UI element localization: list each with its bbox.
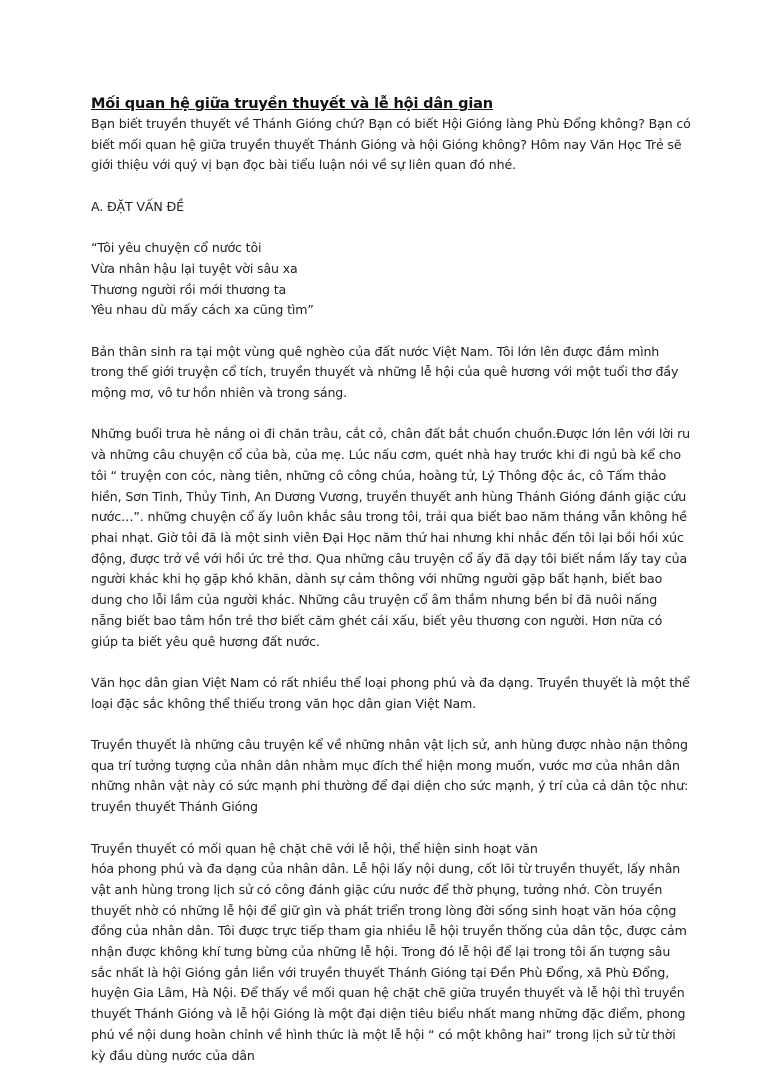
poem-line: Thương người rồi mới thương ta [91, 281, 287, 297]
spacer [91, 176, 691, 197]
spacer [91, 404, 691, 425]
body-paragraph: Bản thân sinh ra tại một vùng quê nghèo của đất nước Việt Nam. Tôi lớn lên được đắm mình trong thế giới truyện cổ tích, truyền thuyết và những lễ hội của quê hương với một tuổi thơ đầy mộng mơ, vô tư hồn nhiên và trong sáng. [91, 343, 679, 401]
spacer [91, 714, 691, 735]
body-paragraph: Văn học dân gian Việt Nam có rất nhiều thể loại phong phú và đa dạng. Truyền thuyết là một thể loại đặc sắc không thể thiếu trong văn học dân gian Việt Nam. [91, 674, 690, 711]
spacer [91, 818, 691, 839]
poem-line: Yêu nhau dù mấy cách xa cũng tìm” [91, 302, 314, 318]
poem-block [91, 238, 691, 321]
body-paragraph: hóa phong phú và đa dạng của nhân dân. Lễ hội lấy nội dung, cốt lõi từ truyền thuyết, lấy nhân vật anh hùng trong lịch sử có công đánh giặc cứu nước để thờ phụng, tưởng nhớ. Còn truyền thuyết nhờ có những lễ hội để giữ gìn và phát triển trong lòng đời sống sinh hoạt văn hóa cộng đồng của nhân dân. Tôi được trực tiếp tham gia nhiều lễ hội truyền thống của dân tộc, được cảm nhận được không khí tưng bừng của những lễ hội. Trong đó lễ hội để lại trong tôi ấn tượng sâu sắc nhất là hội Gióng gắn liền với truyền thuyết Thánh Gióng tại Đền Phù Đổng, xã Phù Đổng, huyện Gia Lâm, Hà Nội. Để thấy về mối quan hệ chặt chẽ giữa truyền thuyết và lễ hội thì truyền thuyết Thánh Gióng và lễ hội Gióng là một đại diện tiêu biểu nhất mang những đặc điểm, phong phú về nội dung hoàn chỉnh về hình thức là một lễ hội “ có một không hai” trong lịch sử từ thời kỳ đầu dùng nước của dân [91, 861, 687, 1063]
spacer [91, 652, 691, 673]
body-paragraph-first-line: Truyền thuyết có mối quan hệ chặt chẽ với lễ hội, thể hiện sinh hoạt văn [91, 840, 538, 856]
body-paragraph: Những buổi trưa hè nắng oi đi chăn trâu, cắt cỏ, chân đất bắt chuồn chuồn.Được lớn lên với lời ru và những câu chuyện cổ của bà, của mẹ. Lúc nấu cơm, quét nhà hay trước khi đi ngủ bà kể cho tôi “ truyện con cóc, nàng tiên, những cô công chúa, hoàng tử, Lý Thông độc ác, cô Tấm thảo hiền, Sơn Tinh, Thủy Tinh, An Dương Vương, truyền thuyết anh hùng Thánh Gióng đánh giặc cứu nước…”. những chuyện cổ ấy luôn khắc sâu trong tôi, trải qua biết bao năm tháng vẫn không hề phai nhạt. Giờ tôi đã là một sinh viên Đại Học năm thứ hai nhưng khi nhắc đến tôi lại bồi hồi xúc động, được trở về với hồi ức trẻ thơ. Qua những câu truyện cổ ấy đã dạy tôi biết nắm lấy tay của người khác khi họ gặp khó khăn, dành sự cảm thông với những người gặp bất hạnh, biết bao dung cho lỗi lầm của người khác. Những câu truyện cổ âm thầm nhưng bền bỉ đã nuôi nấng nẵng biết bao tâm hồn trẻ thơ biết căm ghét cái xấu, biết yêu thương con người. Hơn nữa có giúp ta biết yêu quê hương đất nước. [91, 426, 690, 649]
intro-paragraph: Bạn biết truyền thuyết về Thánh Gióng chứ? Bạn có biết Hội Gióng làng Phù Đổng không? Bạn có biết mối quan hệ giữa truyền thuyết Thánh Gióng và hội Gióng không? Hôm nay Văn Học Trẻ sẽ giới thiệu với quý vị bạn đọc bài tiểu luận nói về sự liên quan đó nhé. [91, 116, 691, 173]
spacer [91, 218, 691, 239]
body-paragraph: Truyền thuyết là những câu truyện kể về những nhân vật lịch sử, anh hùng được nhào nặn thông qua trí tưởng tượng của nhân dân nhằm mục đích thể hiện mong muốn, vước mơ của nhân dân những nhân vật này có sức mạnh phi thường để đại diện cho sức mạnh, ý trí của cả dân tộc như: truyền thuyết Thánh Gióng [91, 737, 689, 815]
document-title: Mối quan hệ giữa truyền thuyết và lễ hội dân gian [91, 96, 493, 112]
document-body [91, 94, 691, 1066]
section-heading-a: A. ĐẶT VẤN ĐỀ [91, 198, 184, 214]
spacer [91, 321, 691, 342]
poem-line: “Tôi yêu chuyện cổ nước tôi [91, 240, 262, 256]
poem-line: Vừa nhân hậu lại tuyệt vời sâu xa [91, 260, 298, 276]
